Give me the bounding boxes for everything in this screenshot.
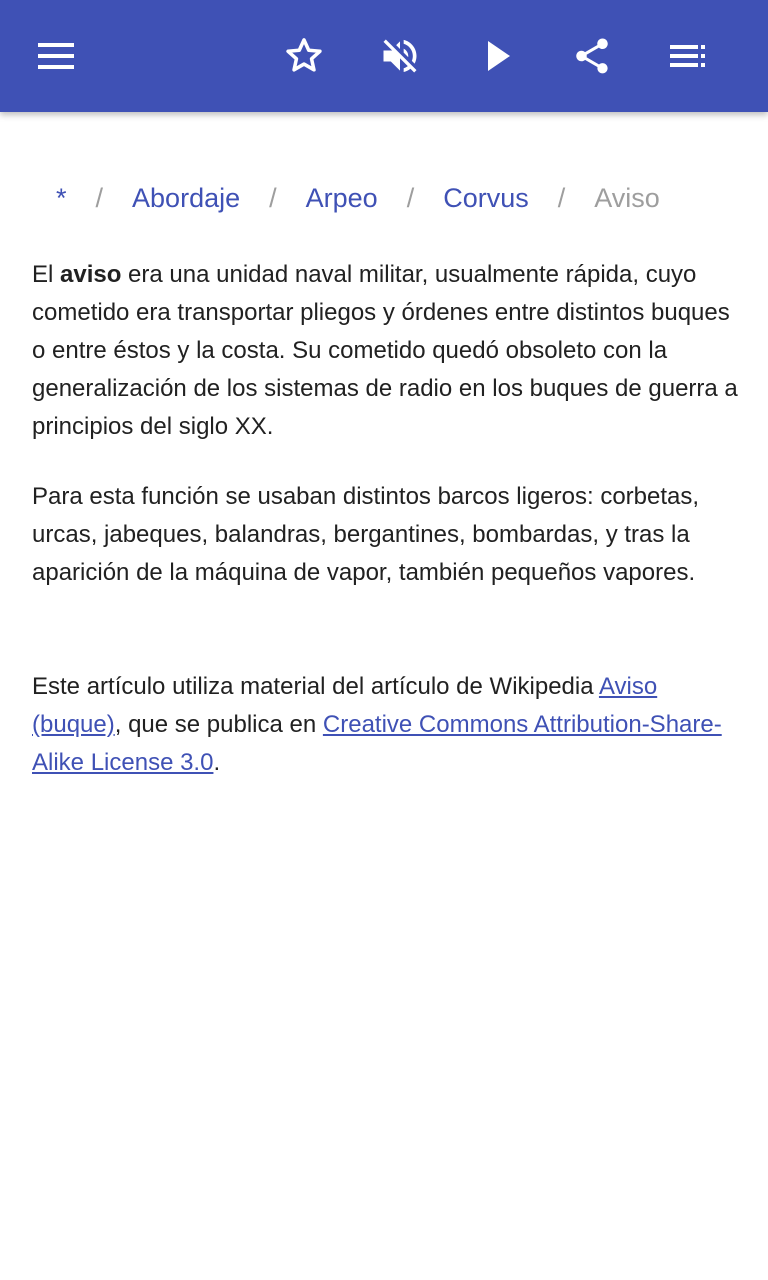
list-menu-icon[interactable] [660, 28, 716, 84]
article-body [32, 256, 742, 814]
breadcrumb-current: Aviso [594, 182, 660, 213]
license-link[interactable]: Creative Commons Attribution-Share-Alike License 3.0 [32, 711, 722, 776]
attribution-paragraph [32, 668, 742, 782]
breadcrumb-item-arpeo[interactable]: Arpeo [305, 182, 378, 213]
share-icon[interactable] [564, 28, 620, 84]
article-paragraph-ships: Para esta función se usaban distintos barcos ligeros: corbetas, urcas, jabeques, balandras, bergantines, bombardas, y tras la aparición de la máquina de vapor, también pequeños vapores. [32, 483, 700, 586]
attribution-suffix: . [213, 749, 221, 776]
volume-off-icon[interactable] [372, 28, 428, 84]
wikipedia-source-link[interactable]: Aviso (buque) [32, 673, 658, 738]
breadcrumb-item-abordaje[interactable]: Abordaje [132, 182, 241, 213]
intro-text: era una unidad naval militar, usualmente rápida, cuyo cometido era transportar pliegos y órdenes entre distintos buques o entre éstos y la costa. Su cometido quedó obsoleto con la generalización de los sistemas de radio en los buques de guerra a principios del siglo XX. [32, 261, 738, 440]
article-term: aviso [60, 261, 122, 288]
attribution-middle: , que se publica en [114, 711, 323, 738]
attribution-prefix: Este artículo utiliza material del artículo de Wikipedia [32, 673, 599, 700]
article-paragraph-intro [32, 256, 742, 446]
star-icon[interactable] [276, 28, 332, 84]
menu-icon[interactable] [28, 28, 84, 84]
breadcrumb-separator: / [557, 182, 566, 213]
play-icon[interactable] [470, 28, 526, 84]
breadcrumb-separator: / [95, 182, 104, 213]
intro-prefix: El [32, 261, 61, 288]
app-toolbar [0, 0, 768, 112]
breadcrumb [32, 176, 660, 220]
breadcrumb-separator: / [269, 182, 277, 213]
breadcrumb-item-root[interactable]: * [56, 182, 67, 213]
breadcrumb-item-corvus[interactable]: Corvus [443, 182, 529, 213]
breadcrumb-separator: / [406, 182, 415, 213]
